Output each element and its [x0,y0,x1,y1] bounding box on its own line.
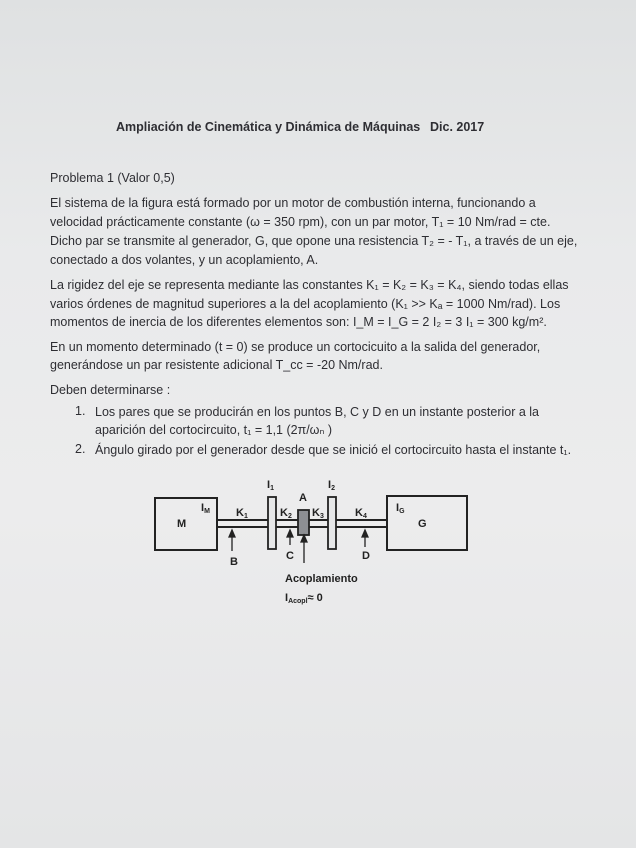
coupling-a [298,510,309,535]
header-date: Dic. 2017 [430,120,485,134]
arrow-c [287,530,293,545]
i1-label: I1 [267,479,274,492]
paragraph-2-line-3: momentos de inercia de los diferentes elementos son: I_M = I_G = 2 I₂ = 3 I₁ = 300 kg/m². [50,315,547,329]
paragraph-2-line-2: varios órdenes de magnitud superiores a la del acoplamiento (K₁ >> Kₐ = 1000 Nm/rad). Los [50,297,561,311]
paragraph-1-line-2: velocidad prácticamente constante (ω = 350 rpm), con un par motor, T₁ = 10 Nm/rad = cte. [50,215,551,229]
i-acopl-label: IAcopl≈ 0 [285,592,323,605]
arrow-acoplamiento [301,535,307,563]
list-item-1-number: 1. [75,404,86,418]
paragraph-1-line-1: El sistema de la figura está formado por un motor de combustión interna, funcionando a [50,196,536,210]
list-item-1-line-1: Los pares que se producirán en los puntos B, C y D en un instante posterior a la [95,405,540,419]
k3-label: K3 [312,507,324,520]
arrow-d [362,530,368,547]
motor-label: M [177,518,187,530]
k1-label: K1 [236,507,248,520]
system-diagram [150,475,470,610]
generator-label: G [418,518,427,530]
list-item-2-line-1: Ángulo girado por el generador desde que se inició el cortocircuito hasta el instante t₁. [95,443,572,457]
flywheel-2 [328,497,336,549]
paragraph-1-line-3: Dicho par se transmite al generador, G, que opone una resistencia T₂ = - T₁, a través de un eje, [50,234,578,248]
point-c-label: C [286,550,294,562]
flywheel-1 [268,497,276,549]
a-label: A [299,492,307,504]
ig-label: IG [396,502,405,515]
im-label: IM [201,502,210,515]
header-title: Ampliación de Cinemática y Dinámica de Máquinas [116,120,421,134]
arrow-b [229,530,235,551]
k2-label: K2 [280,507,292,520]
point-b-label: B [230,556,238,568]
list-item-1-line-2: aparición del cortocircuito, t₁ = 1,1 (2π/ωₙ ) [95,423,333,437]
paragraph-3-line-2: generándose un par resistente adicional T_cc = -20 Nm/rad. [50,358,383,372]
list-item-2-number: 2. [75,442,86,456]
paragraph-4: Deben determinarse : [50,383,171,397]
acoplamiento-label: Acoplamiento [285,573,358,585]
k4-label: K4 [355,507,367,520]
paragraph-1-line-4: conectado a dos volantes, y un acoplamiento, A. [50,253,319,267]
problem-title: Problema 1 (Valor 0,5) [50,171,175,185]
paragraph-2-line-1: La rigidez del eje se representa mediante las constantes K₁ = K₂ = K₃ = K₄, siendo todas ellas [50,278,569,292]
i2-label: I2 [328,479,335,492]
paragraph-3-line-1: En un momento determinado (t = 0) se produce un cortocicuito a la salida del generador, [50,340,541,354]
point-d-label: D [362,550,370,562]
